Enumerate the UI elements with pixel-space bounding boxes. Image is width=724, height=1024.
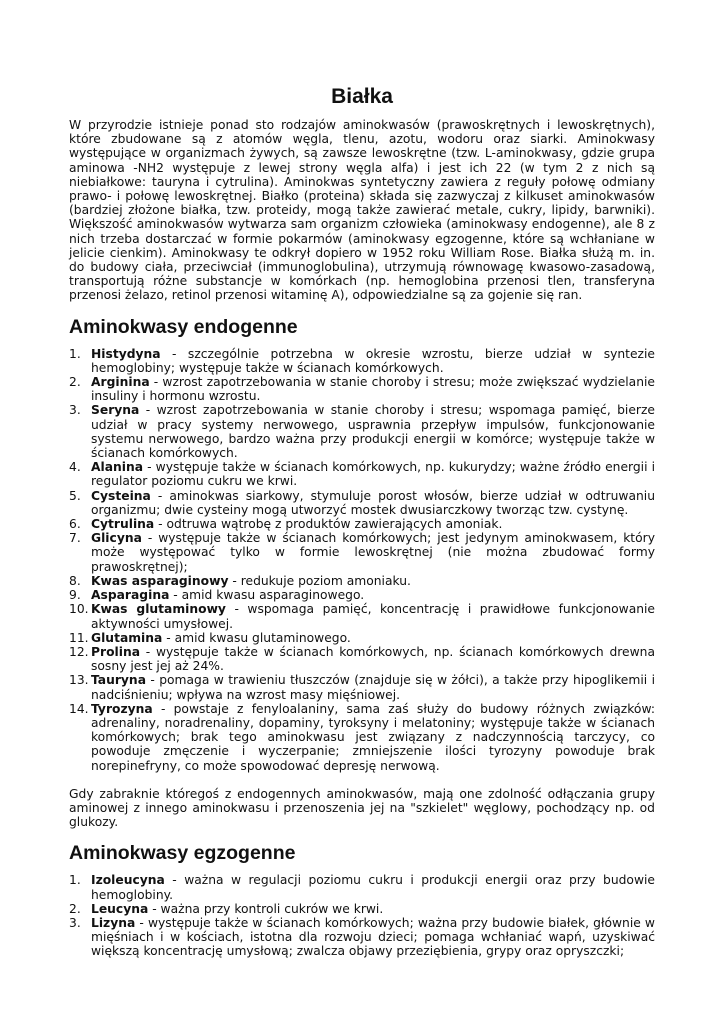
list-item-number: 3.: [69, 915, 81, 930]
list-item-number: 14.: [69, 701, 89, 716]
endogenous-note: Gdy zabraknie któregoś z endogennych aminokwasów, mają one zdolność odłączania grupy aminowej z innego aminokwasu i przenoszenia jej na "szkielet" węglowy, pochodzący np. od glukozy.: [69, 786, 655, 830]
amino-acid-description: - występuje także w ścianach komórkowych, np. kukurydzy; ważne źródło energii i regulator poziomu cukru we krwi.: [91, 460, 655, 489]
list-item: [69, 673, 655, 701]
amino-acid-name: Cytrulina: [91, 517, 155, 532]
endogenous-list: [69, 347, 655, 773]
list-item: [69, 347, 655, 375]
list-item-number: 4.: [69, 460, 81, 475]
list-item: [69, 588, 655, 602]
exogenous-heading: Aminokwasy egzogenne: [69, 842, 296, 865]
amino-acid-description: - ważna przy kontroli cukrów we krwi.: [148, 901, 384, 916]
list-item-number: 13.: [69, 673, 89, 688]
amino-acid-description: - redukuje poziom amoniaku.: [228, 573, 411, 588]
list-item-number: 2.: [69, 901, 81, 916]
amino-acid-description: - powstaje z fenyloalaniny, sama zaś służy do budowy różnych związków: adrenaliny, noradrenaliny, dopaminy, tyroksyny i melatoniny; występuje także w ścianach komórkowych; brak tego aminokwasu jest związany z nadczynnością tarczycy, co powoduje zmęczenie i wyczerpanie; zmniejszenie ilości tyrozyny powoduje brak norepinefryny, co może spowodować depresję nerwową.: [91, 701, 655, 773]
list-item: [69, 902, 655, 916]
list-item-number: 1.: [69, 346, 81, 361]
amino-acid-name: Tauryna: [91, 673, 146, 688]
amino-acid-description: - odtruwa wątrobę z produktów zawierających amoniak.: [154, 517, 503, 532]
list-item: [69, 916, 655, 959]
amino-acid-name: Seryna: [91, 403, 140, 418]
amino-acid-description: - amid kwasu glutaminowego.: [162, 630, 351, 645]
amino-acid-name: Leucyna: [91, 901, 149, 916]
list-item-number: 12.: [69, 644, 89, 659]
list-item-number: 5.: [69, 488, 81, 503]
intro-paragraph: W przyrodzie istnieje ponad sto rodzajów aminokwasów (prawoskrętnych i lewoskrętnych), które zbudowane są z atomów węgla, tlenu, azotu, wodoru oraz siarki. Aminokwasy występujące w organizmach żywych, są zawsze lewoskrętne (tzw. L-aminokwasy, gdzie grupa aminowa -NH2 występuje z lewej strony węgla alfa) i jest ich 22 (w tym 2 z nich są niebiałkowe: tauryna i cytrulina). Aminokwas syntetyczny zawiera z reguły połowę odmiany prawo- i połowę lewoskrętnej. Białko (proteina) składa się zazwyczaj z kilkuset aminokwasów (bardziej złożone białka, tzw. proteidy, mogą także zawierać metale, cukry, lipidy, barwniki). Większość aminokwasów wytwarza sam organizm człowieka (aminokwasy endogenne), ale 8 z nich trzeba dostarczać w formie pokarmów (aminokwasy egzogenne, które są wchłaniane w jelicie cienkim). Aminokwasy te odkrył dopiero w 1952 roku William Rose. Białka służą m. in. do budowy ciała, przeciwciał (immunoglobulina), utrzymują równowagę kwasowo-zasadową, transportują różne substancje w komórkach (np. hemoglobina przenosi tlen, transferyna przenosi żelazo, retinol przenosi witaminę A), odpowiedzialne są za gojenie się ran.: [69, 118, 655, 303]
amino-acid-description: - aminokwas siarkowy, stymuluje porost włosów, bierze udział w odtruwaniu organizmu; dwie cysteiny mogą utworzyć mostek dwusiarczkowy tworząc tzw. cystynę.: [91, 488, 655, 517]
list-item: [69, 489, 655, 517]
list-item-number: 9.: [69, 588, 81, 603]
amino-acid-description: - pomaga w trawieniu tłuszczów (znajduje się w żółci), a także przy hipoglikemii i nadciśnieniu; wpływa na wzrost masy mięśniowej.: [91, 673, 655, 702]
amino-acid-name: Glicyna: [91, 531, 142, 546]
list-item: [69, 460, 655, 488]
amino-acid-name: Alanina: [91, 460, 144, 475]
amino-acid-name: Glutamina: [91, 630, 163, 645]
page-title: Białka: [331, 85, 393, 108]
amino-acid-name: Kwas glutaminowy: [91, 602, 226, 617]
list-item: [69, 873, 655, 901]
list-item: [69, 631, 655, 645]
amino-acid-description: - występuje także w ścianach komórkowych, np. ścianach komórkowych drewna sosny jest jej aż 24%.: [91, 644, 655, 674]
list-item: [69, 702, 655, 773]
list-item: [69, 602, 655, 630]
list-item-number: 6.: [69, 517, 81, 532]
amino-acid-name: Prolina: [91, 644, 141, 659]
exogenous-list: [69, 873, 655, 958]
list-item: [69, 517, 655, 531]
endogenous-heading: Aminokwasy endogenne: [69, 315, 298, 338]
amino-acid-description: - wzrost zapotrzebowania w stanie choroby i stresu; wspomaga pamięć, bierze udział w pracy systemy nerwowego, usprawnia przepływ impulsów, funkcjonowanie systemu nerwowego, bardzo ważna przy produkcji energii w komórce; występuje także w ścianach komórkowych.: [91, 403, 655, 461]
list-item-number: 3.: [69, 403, 81, 418]
list-item: [69, 574, 655, 588]
amino-acid-description: - wzrost zapotrzebowania w stanie choroby i stresu; może zwiększać wydzielanie insuliny i hormonu wzrostu.: [91, 375, 655, 404]
list-item-number: 1.: [69, 873, 81, 888]
amino-acid-name: Tyrozyna: [91, 701, 153, 716]
list-item-number: 11.: [69, 630, 89, 645]
amino-acid-description: - amid kwasu asparaginowego.: [169, 588, 365, 603]
amino-acid-name: Izoleucyna: [91, 873, 165, 888]
amino-acid-description: - występuje także w ścianach komórkowych; jest jedynym aminokwasem, który może występować tylko w formie lewoskrętnej (nie można zbudować formy prawoskrętnej);: [91, 531, 655, 574]
list-item-number: 10.: [69, 602, 89, 617]
document-page: [69, 84, 655, 959]
amino-acid-name: Asparagina: [91, 588, 170, 603]
list-item-number: 8.: [69, 573, 81, 588]
list-item: [69, 645, 655, 673]
list-item-number: 2.: [69, 375, 81, 390]
amino-acid-description: - występuje także w ścianach komórkowych; ważna przy budowie białek, głównie w mięśniach i w kościach, istotna dla rozwoju dzieci; pomaga wchłaniać wapń, uzyskiwać większą koncentrację umysłową; zwalcza objawy przeziębienia, grypy oraz opryszczki;: [91, 915, 655, 959]
list-item: [69, 403, 655, 460]
list-item: [69, 531, 655, 574]
amino-acid-description: - szczególnie potrzebna w okresie wzrostu, bierze udział w syntezie hemoglobiny; występuje także w ścianach komórkowych.: [91, 346, 655, 375]
amino-acid-name: Arginina: [91, 375, 150, 390]
amino-acid-name: Cysteina: [91, 488, 151, 503]
amino-acid-name: Histydyna: [91, 346, 161, 361]
amino-acid-description: - wspomaga pamięć, koncentrację i prawidłowe funkcjonowanie aktywności umysłowej.: [91, 602, 656, 631]
amino-acid-name: Kwas asparaginowy: [91, 573, 229, 588]
amino-acid-description: - ważna w regulacji poziomu cukru i produkcji energii oraz przy budowie hemoglobiny.: [91, 873, 655, 902]
amino-acid-name: Lizyna: [91, 915, 136, 930]
list-item: [69, 375, 655, 403]
list-item-number: 7.: [69, 531, 81, 546]
